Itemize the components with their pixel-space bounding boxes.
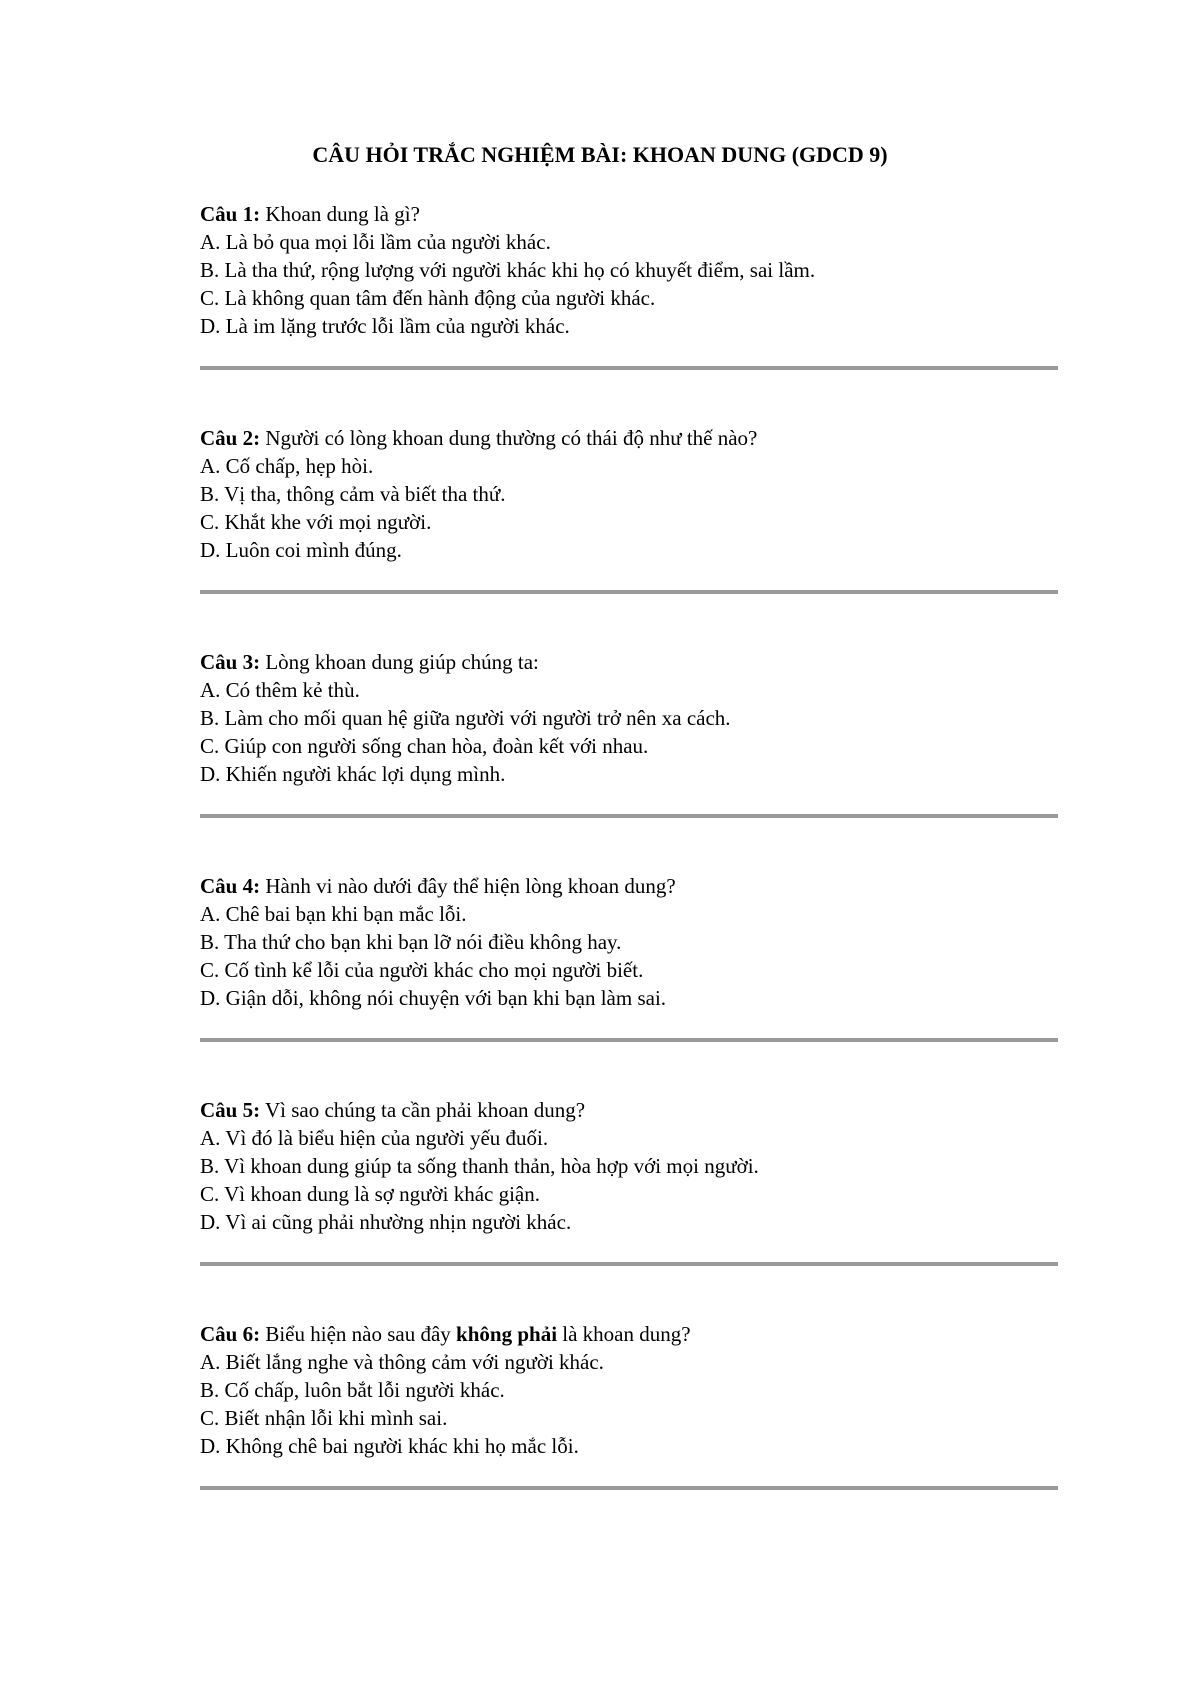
question-1-option-b: B. Là tha thứ, rộng lượng với người khác khi họ có khuyết điểm, sai lầm.: [200, 258, 816, 282]
question-2-option-b: B. Vị tha, thông cảm và biết tha thứ.: [200, 482, 506, 506]
question-2-option-d: D. Luôn coi mình đúng.: [200, 538, 402, 562]
question-6-option-c: C. Biết nhận lỗi khi mình sai.: [200, 1406, 448, 1430]
question-3-label: Câu 3:: [200, 650, 261, 674]
question-3-option-a: A. Có thêm kẻ thù.: [200, 678, 360, 702]
question-3: [200, 648, 1058, 788]
question-6-option-a: A. Biết lắng nghe và thông cảm với người khác.: [200, 1350, 604, 1374]
question-1-text: Khoan dung là gì?: [260, 202, 420, 226]
question-6-option-d: D. Không chê bai người khác khi họ mắc lỗi.: [200, 1434, 579, 1458]
question-3-stem: [200, 648, 1058, 676]
question-3-option-d: D. Khiến người khác lợi dụng mình.: [200, 762, 506, 786]
question-4-option-a: A. Chê bai bạn khi bạn mắc lỗi.: [200, 902, 467, 926]
question-5-option-a: A. Vì đó là biểu hiện của người yếu đuối.: [200, 1126, 549, 1150]
question-1-option-c: C. Là không quan tâm đến hành động của người khác.: [200, 286, 656, 310]
question-4-option-b: B. Tha thứ cho bạn khi bạn lỡ nói điều không hay.: [200, 930, 622, 954]
question-4: [200, 872, 1058, 1012]
question-5-text: Vì sao chúng ta cần phải khoan dung?: [260, 1098, 586, 1122]
question-1-option-d: D. Là im lặng trước lỗi lầm của người khác.: [200, 314, 570, 338]
question-3-text: Lòng khoan dung giúp chúng ta:: [260, 650, 539, 674]
question-3-option-b: B. Làm cho mối quan hệ giữa người với người trở nên xa cách.: [200, 706, 731, 730]
question-5-option-b: B. Vì khoan dung giúp ta sống thanh thản, hòa hợp với mọi người.: [200, 1154, 759, 1178]
question-5-option-d: D. Vì ai cũng phải nhường nhịn người khác.: [200, 1210, 572, 1234]
question-5-option-c: C. Vì khoan dung là sợ người khác giận.: [200, 1182, 540, 1206]
question-1: [200, 200, 1058, 340]
question-3-option-c: C. Giúp con người sống chan hòa, đoàn kết với nhau.: [200, 734, 649, 758]
separator-line: [200, 590, 1058, 594]
question-6: [200, 1320, 1058, 1460]
separator-line: [200, 1262, 1058, 1266]
question-2-option-c: C. Khắt khe với mọi người.: [200, 510, 432, 534]
question-2-label: Câu 2:: [200, 426, 261, 450]
question-4-text: Hành vi nào dưới đây thể hiện lòng khoan dung?: [260, 874, 676, 898]
separator-line: [200, 1038, 1058, 1042]
question-4-label: Câu 4:: [200, 874, 261, 898]
question-2-option-a: A. Cố chấp, hẹp hòi.: [200, 454, 374, 478]
question-2-text: Người có lòng khoan dung thường có thái độ như thế nào?: [260, 426, 758, 450]
question-4-stem: [200, 872, 1058, 900]
question-5-label: Câu 5:: [200, 1098, 261, 1122]
question-1-option-a: A. Là bỏ qua mọi lỗi lầm của người khác.: [200, 230, 551, 254]
question-6-stem: [200, 1320, 1058, 1348]
question-6-text-before: Biểu hiện nào sau đây: [260, 1322, 457, 1346]
separator-line: [200, 366, 1058, 370]
separator-line: [200, 1486, 1058, 1490]
question-6-label: Câu 6:: [200, 1322, 261, 1346]
question-5: [200, 1096, 1058, 1236]
question-2: [200, 424, 1058, 564]
question-1-label: Câu 1:: [200, 202, 261, 226]
question-2-stem: [200, 424, 1058, 452]
page-title: CÂU HỎI TRẮC NGHIỆM BÀI: KHOAN DUNG (GDCD 9): [312, 142, 888, 167]
question-4-option-c: C. Cố tình kể lỗi của người khác cho mọi người biết.: [200, 958, 644, 982]
question-6-emphasis: không phải: [456, 1322, 558, 1346]
question-6-text-after: là khoan dung?: [557, 1322, 691, 1346]
separator-line: [200, 814, 1058, 818]
question-5-stem: [200, 1096, 1058, 1124]
question-1-stem: [200, 200, 1058, 228]
question-4-option-d: D. Giận dỗi, không nói chuyện với bạn khi bạn làm sai.: [200, 986, 667, 1010]
question-6-option-b: B. Cố chấp, luôn bắt lỗi người khác.: [200, 1378, 505, 1402]
